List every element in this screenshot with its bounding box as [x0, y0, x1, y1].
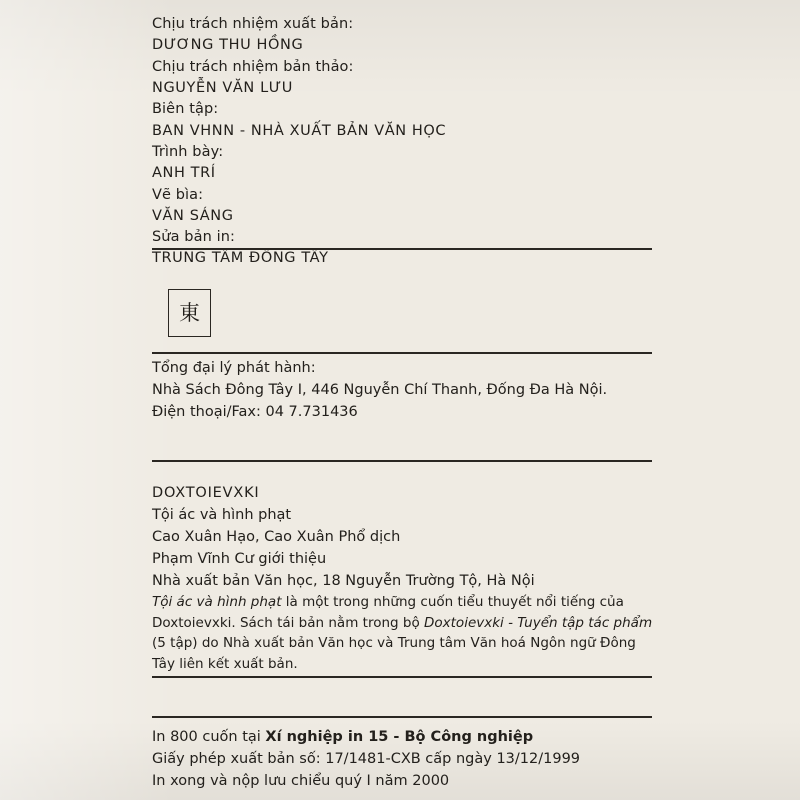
book-note-line-2 [152, 613, 662, 634]
print-info-block [152, 726, 672, 792]
book-info-block [152, 482, 662, 674]
book-introducer: Phạm Vĩnh Cư giới thiệu [152, 551, 327, 568]
credit-name-layout: ANH TRÍ [152, 165, 216, 182]
distributor-address: Nhà Sách Đông Tây I, 446 Nguyễn Chí Thanh, Đống Đa Hà Nội. [152, 381, 608, 398]
divider-rule-top [152, 248, 652, 250]
credit-role-proofreading: Sửa bản in: [152, 229, 235, 246]
book-note-line-3: (5 tập) do Nhà xuất bản Văn học và Trung tâm Văn hoá Ngôn ngữ Đông [152, 635, 636, 652]
divider-rule-bookinfo-bottom [152, 676, 652, 678]
book-note-line2-pre: Doxtoievxki. Sách tái bản nằm trong bộ [152, 614, 424, 631]
publisher-logo-glyph: 東 [179, 300, 200, 325]
distributor-heading: Tổng đại lý phát hành: [152, 360, 316, 376]
print-license-line: Giấy phép xuất bản số: 17/1481-CXB cấp ngày 13/12/1999 [152, 751, 581, 768]
print-deposit-line: In xong và nộp lưu chiểu quý I năm 2000 [152, 773, 450, 790]
publisher-logo [168, 289, 211, 337]
book-author-caps: DOXTOIEVXKI [152, 485, 260, 501]
credit-role-publisher: Chịu trách nhiệm xuất bản: [152, 16, 354, 32]
credit-name-publisher: DƯƠNG THU HỒNG [152, 37, 304, 54]
print-run-prefix: In 800 cuốn tại [152, 729, 266, 745]
book-note-line1-rest: là một trong những cuốn tiểu thuyết nổi tiếng của [281, 594, 624, 611]
divider-rule-bookinfo [152, 460, 652, 462]
book-note-line-4: Tây liên kết xuất bản. [152, 655, 298, 672]
distributor-block [152, 358, 672, 423]
credit-name-manuscript: NGUYỄN VĂN LƯU [152, 79, 293, 96]
credit-name-cover: VĂN SÁNG [152, 207, 234, 224]
book-note-title-italic: Tội ác và hình phạt [152, 594, 282, 611]
book-note-line-1 [152, 592, 662, 613]
book-translators: Cao Xuân Hạo, Cao Xuân Phổ dịch [152, 529, 401, 546]
publishing-credits-block [152, 14, 652, 270]
credit-name-editing: BAN VHNN - NHÀ XUẤT BẢN VĂN HỌC [152, 122, 447, 139]
print-facility: Xí nghiệp in 15 - Bộ Công nghiệp [265, 729, 534, 745]
divider-rule-distributor [152, 352, 652, 354]
book-publisher-address: Nhà xuất bản Văn học, 18 Nguyễn Trường Tộ, Hà Nội [152, 573, 535, 590]
credit-role-manuscript: Chịu trách nhiệm bản thảo: [152, 58, 354, 75]
credit-name-proofreading: TRUNG TÂM ĐÔNG TÂY [152, 250, 329, 267]
credit-role-editing: Biên tập: [152, 101, 219, 118]
book-title: Tội ác và hình phạt [152, 507, 292, 524]
book-note-series-italic: Doxtoievxki - Tuyển tập tác phẩm [424, 614, 653, 631]
divider-rule-print [152, 716, 652, 718]
print-run-line [152, 726, 672, 748]
credit-role-cover: Vẽ bìa: [152, 186, 204, 203]
distributor-phone: Điện thoại/Fax: 04 7.731436 [152, 403, 358, 420]
credit-role-layout: Trình bày: [152, 143, 224, 160]
